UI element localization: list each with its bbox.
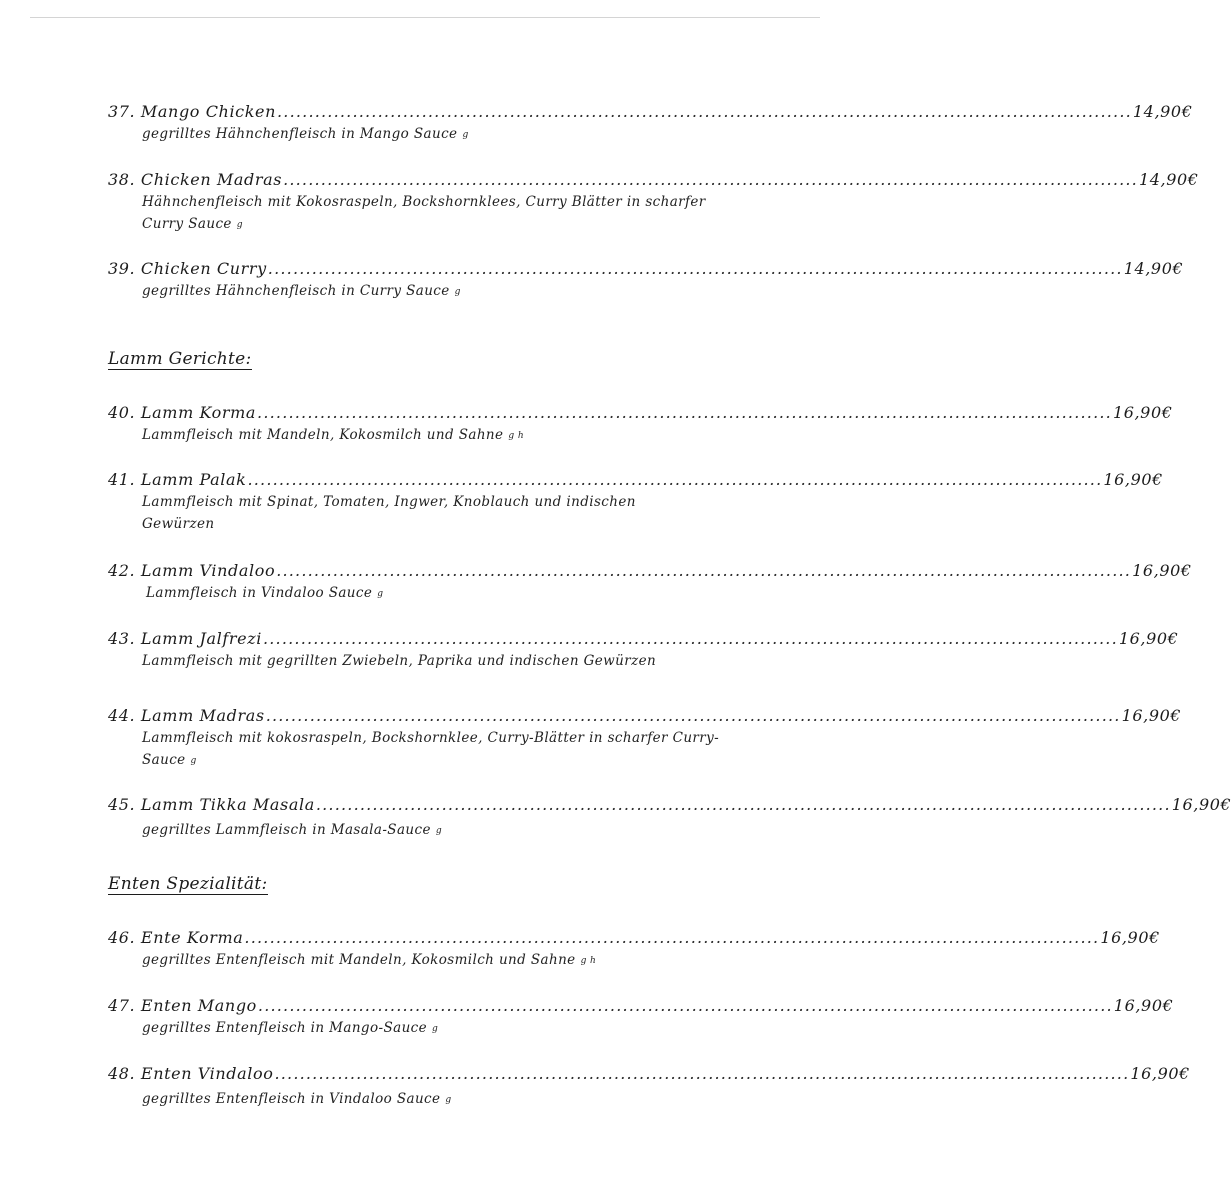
item-description-text: Lammfleisch mit Mandeln, Kokosmilch und Sahne: [142, 427, 504, 443]
item-description-text: Lammfleisch mit Spinat, Tomaten, Ingwer, Knoblauch und indischen Gewürzen: [142, 494, 636, 532]
allergen-code: g: [445, 1095, 452, 1105]
menu-item: [108, 705, 1182, 772]
dot-leader: ........................................................................................................................................: [262, 629, 1118, 648]
dot-leader: ........................................................................................................................................: [283, 170, 1138, 189]
item-price: 16,90€: [1130, 1064, 1190, 1083]
item-description-text: gegrilltes Hähnchenfleisch in Curry Sauce: [142, 283, 450, 299]
item-price: 16,90€: [1100, 928, 1160, 947]
item-description: [142, 650, 778, 673]
item-name: 39. Chicken Curry: [108, 259, 267, 278]
allergen-code: g: [462, 130, 469, 140]
menu-item: [108, 169, 1199, 236]
menu-item: [108, 794, 1231, 842]
menu-item: [108, 101, 1193, 146]
menu-item: [108, 995, 1174, 1040]
item-description: [142, 280, 792, 303]
menu-item: [108, 560, 1192, 605]
item-description-text: Hähnchenfleisch mit Kokosraspeln, Bockshornklees, Curry Blätter in scharfer Curry Sauce: [142, 194, 706, 232]
menu-item-line: [108, 927, 1160, 949]
dot-leader: ........................................................................................................................................: [257, 403, 1112, 422]
item-description: [142, 491, 702, 536]
item-name: 46. Ente Korma: [108, 928, 244, 947]
item-name: 45. Lamm Tikka Masala: [108, 795, 315, 814]
item-price: 16,90€: [1118, 629, 1179, 648]
item-name: 40. Lamm Korma: [108, 403, 257, 422]
item-price: 14,90€: [1138, 170, 1199, 189]
menu-item: [108, 258, 1184, 303]
dot-leader: ........................................................................................................................................: [267, 259, 1123, 278]
dot-leader: ........................................................................................................................................: [244, 928, 1100, 947]
item-description: [142, 1017, 780, 1040]
allergen-code: g: [377, 589, 384, 599]
item-description: [142, 949, 780, 972]
item-description: [146, 582, 778, 605]
dot-leader: ........................................................................................................................................: [277, 102, 1132, 121]
item-description-text: gegrilltes Lammfleisch in Masala-Sauce: [142, 822, 431, 838]
allergen-code: g: [190, 756, 197, 766]
item-description: [142, 424, 780, 447]
item-price: 16,90€: [1121, 706, 1182, 725]
menu-item-line: [108, 794, 1231, 816]
dot-leader: ........................................................................................................................................: [315, 795, 1171, 814]
item-price: 16,90€: [1113, 996, 1174, 1015]
dot-leader: ........................................................................................................................................: [247, 470, 1103, 489]
allergen-code: g h: [580, 956, 597, 966]
allergen-code: g: [432, 1024, 439, 1034]
dot-leader: ........................................................................................................................................: [265, 706, 1121, 725]
item-name: 37. Mango Chicken: [108, 102, 277, 121]
item-description: [142, 819, 780, 842]
item-price: 16,90€: [1112, 403, 1173, 422]
dot-leader: ........................................................................................................................................: [257, 996, 1113, 1015]
menu-item-line: [108, 628, 1179, 650]
item-name: 42. Lamm Vindaloo: [108, 561, 276, 580]
menu-item-line: [108, 705, 1182, 727]
allergen-code: g: [454, 287, 461, 297]
top-rule: [30, 17, 820, 18]
menu-item-line: [108, 995, 1174, 1017]
menu-item-line: [108, 258, 1184, 280]
menu-item-line: [108, 560, 1192, 582]
item-name: 43. Lamm Jalfrezi: [108, 629, 262, 648]
item-name: 41. Lamm Palak: [108, 470, 247, 489]
menu-item: [108, 628, 1179, 673]
item-price: 16,90€: [1171, 795, 1231, 814]
dot-leader: ........................................................................................................................................: [276, 561, 1132, 580]
item-description: [142, 123, 792, 146]
item-description-text: Lammfleisch mit kokosraspeln, Bockshornklee, Curry-Blätter in scharfer Curry-Sauce: [142, 730, 720, 768]
menu-item: [108, 1063, 1190, 1111]
menu-item: [108, 927, 1160, 972]
menu-item-line: [108, 469, 1163, 491]
menu-item-line: [108, 101, 1193, 123]
dot-leader: ........................................................................................................................................: [274, 1064, 1130, 1083]
section-heading-enten: Enten Spezialität:: [108, 874, 268, 894]
menu-item-line: [108, 169, 1199, 191]
item-description-text: Lammfleisch mit gegrillten Zwiebeln, Paprika und indischen Gewürzen: [142, 653, 657, 669]
menu-item-line: [108, 1063, 1190, 1085]
section-heading-lamm: Lamm Gerichte:: [108, 349, 252, 369]
item-price: 14,90€: [1123, 259, 1184, 278]
allergen-code: g: [236, 220, 243, 230]
item-description-text: gegrilltes Hähnchenfleisch in Mango Sauce: [142, 126, 458, 142]
allergen-code: g h: [508, 431, 525, 441]
item-description: [142, 191, 742, 236]
item-name: 47. Enten Mango: [108, 996, 257, 1015]
item-name: 38. Chicken Madras: [108, 170, 283, 189]
menu-item: [108, 402, 1173, 447]
item-description-text: gegrilltes Entenfleisch in Mango-Sauce: [142, 1020, 428, 1036]
item-price: 16,90€: [1132, 561, 1192, 580]
item-description: [142, 727, 722, 772]
menu-item-line: [108, 402, 1173, 424]
item-price: 16,90€: [1103, 470, 1163, 489]
item-description-text: gegrilltes Entenfleisch in Vindaloo Sauce: [142, 1091, 441, 1107]
item-description-text: gegrilltes Entenfleisch mit Mandeln, Kokosmilch und Sahne: [142, 952, 576, 968]
menu-item: [108, 469, 1163, 536]
item-name: 44. Lamm Madras: [108, 706, 265, 725]
allergen-code: g: [435, 826, 443, 836]
item-description-text: Lammfleisch in Vindaloo Sauce: [146, 585, 373, 601]
item-name: 48. Enten Vindaloo: [108, 1064, 274, 1083]
item-price: 14,90€: [1132, 102, 1193, 121]
item-description: [142, 1088, 778, 1111]
